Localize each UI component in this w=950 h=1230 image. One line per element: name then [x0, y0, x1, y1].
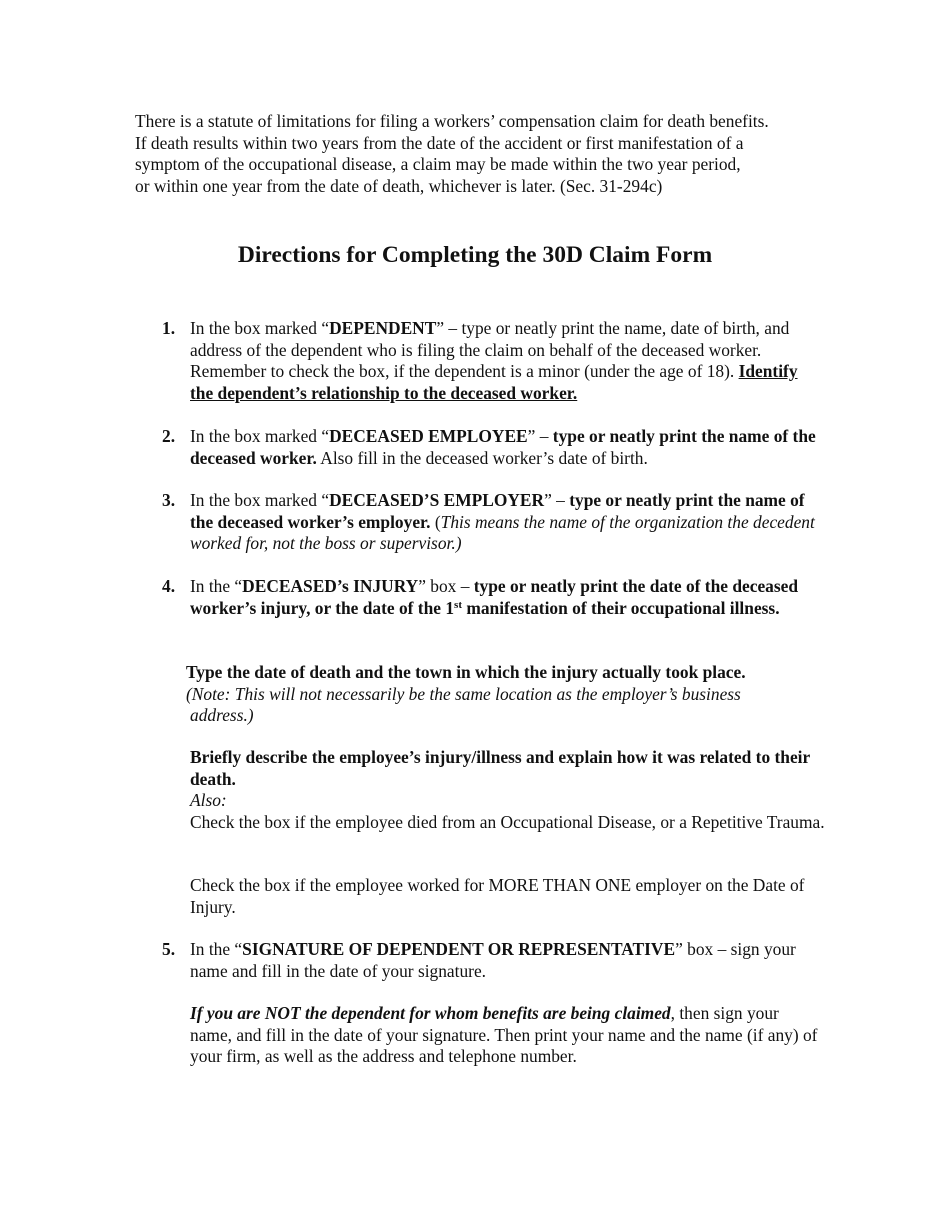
intro-line: There is a statute of limitations for filing a workers’ compensation claim for death benefits.: [135, 111, 769, 131]
box-name: DECEASED’s INJURY: [242, 576, 419, 596]
item-number: 4.: [162, 576, 176, 596]
page-title: Directions for Completing the 30D Claim Form: [237, 242, 713, 268]
relationship-emphasis: Identify the dependent’s relationship to the deceased worker.: [190, 361, 798, 403]
injury-description-instructions: Briefly describe the employee’s injury/illness and explain how it was related to their death. Also: Check the box if the employee died from an Occupational Disease, or a Repetitive Trauma.: [190, 747, 825, 832]
item-number: 1.: [162, 318, 176, 338]
box-name: DEPENDENT: [329, 318, 437, 338]
item-number: 3.: [162, 490, 176, 510]
item-text: In the “SIGNATURE OF DEPENDENT OR REPRESENTATIVE” box – sign your name and fill in the date of your signature.: [190, 939, 796, 981]
intro-paragraph: [135, 111, 835, 197]
item-text: In the box marked “DECEASED’S EMPLOYER” – type or neatly print the name of the deceased worker’s employer. (This means the name of the organization the decedent worked for, not the boss or supervisor.): [190, 490, 815, 553]
intro-line: or within one year from the date of death, whichever is later. (Sec. 31-294c): [135, 175, 663, 196]
box-name: SIGNATURE OF DEPENDENT OR REPRESENTATIVE: [242, 939, 676, 959]
representative-instructions: If you are NOT the dependent for whom benefits are being claimed, then sign your name, and fill in the date of your signature. Then print your name and the name (if any) of your firm, as well as the address and telephone number.: [190, 1003, 818, 1066]
item-text: In the box marked “DECEASED EMPLOYEE” – type or neatly print the name of the deceased worker. Also fill in the deceased worker’s date of birth.: [190, 426, 816, 468]
check-occupational-disease: Check the box if the employee died from an Occupational Disease, or a Repetitive Trauma.: [190, 811, 825, 832]
item-number: 2.: [162, 426, 176, 446]
box-name: DECEASED’S EMPLOYER: [329, 490, 545, 510]
box-name: DECEASED EMPLOYEE: [329, 426, 528, 446]
item-number: 5.: [162, 939, 176, 959]
intro-line: symptom of the occupational disease, a claim may be made within the two year period,: [135, 154, 741, 174]
death-date-instructions: Type the date of death and the town in which the injury actually took place. (Note: This will not necessarily be the same location as the employer’s business address.): [186, 662, 746, 725]
check-multiple-employers: Check the box if the employee worked for MORE THAN ONE employer on the Date of Injury.: [190, 875, 805, 917]
intro-line: If death results within two years from the date of the accident or first manifestation of a: [135, 132, 744, 153]
item-text: In the box marked “DEPENDENT” – type or neatly print the name, date of birth, and address of the dependent who is filing the claim on behalf of the deceased worker. Remember to check the box, if the dependent is a minor (under the age of 18). Identify the dependent’s relationship to the deceased worker.: [190, 318, 798, 403]
item-text: In the “DECEASED’s INJURY” box – type or neatly print the date of the deceased worker’s injury, or the date of the 1st manifestation of their occupational illness.: [190, 576, 799, 618]
